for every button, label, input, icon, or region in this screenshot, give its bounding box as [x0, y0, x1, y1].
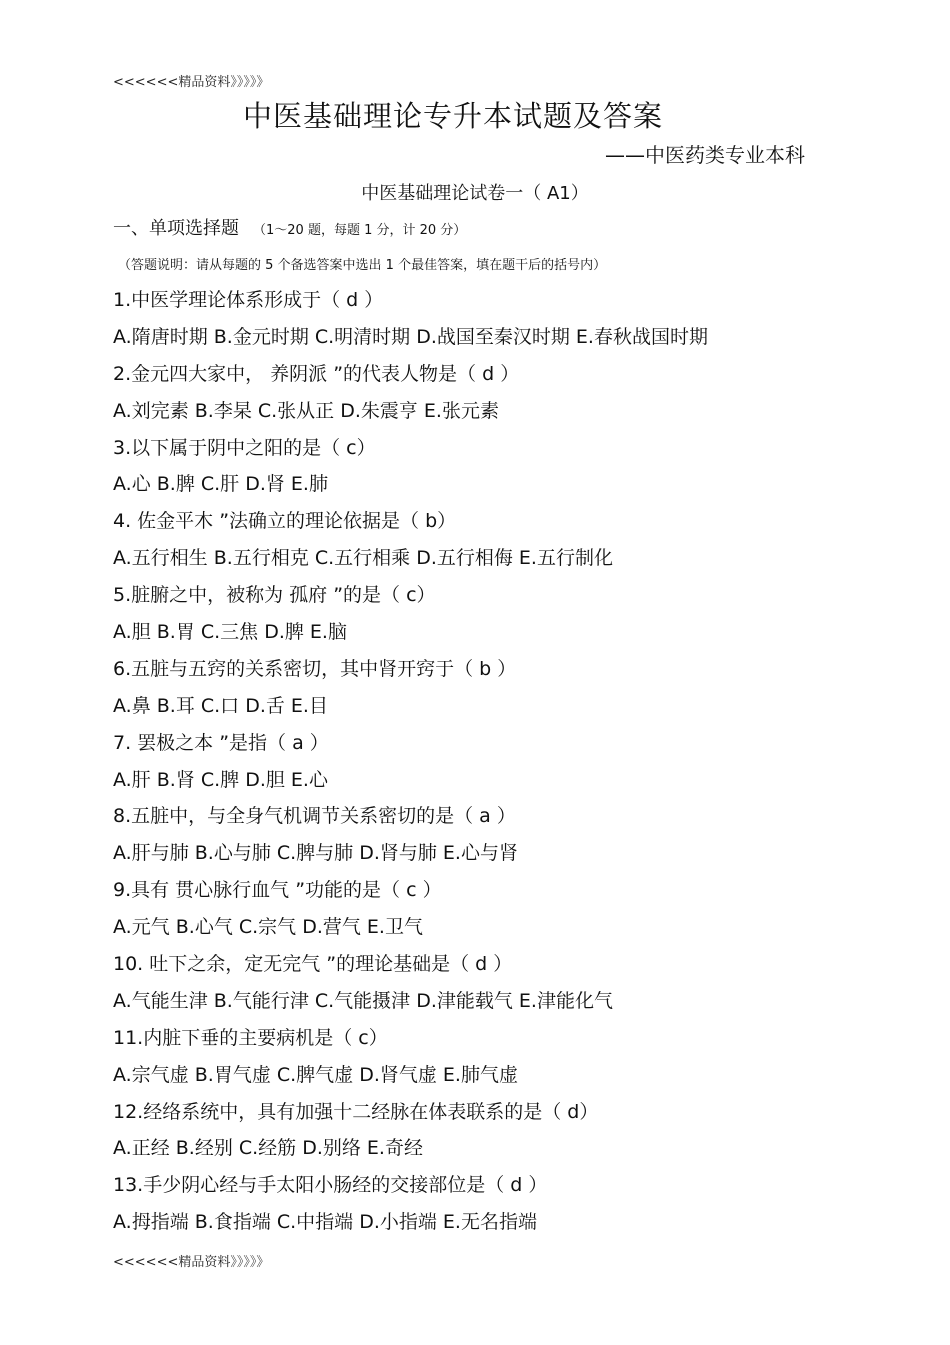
question-options: A.气能生津 B.气能行津 C.气能摄津 D.津能载气 E.津能化气 — [113, 989, 613, 1012]
question-stem: 2.金元四大家中， 养阴派 ”的代表人物是（ d ） — [113, 362, 520, 385]
question-stem: 9.具有 贯心脉行血气 ”功能的是（ c ） — [113, 879, 442, 902]
question-options: A.宗气虚 B.胃气虚 C.脾气虚 D.肾气虚 E.肺气虚 — [113, 1063, 518, 1086]
section-heading — [113, 214, 466, 240]
question-stem: 6.五脏与五窍的关系密切，其中肾开窍于（ b ） — [113, 657, 517, 680]
question-options: A.肝 B.肾 C.脾 D.胆 E.心 — [113, 768, 328, 791]
document-subtitle: ——中医药类专业本科 — [605, 143, 805, 167]
question-stem: 8.五脏中，与全身气机调节关系密切的是（ a ） — [113, 805, 516, 828]
document-title: 中医基础理论专升本试题及答案 — [242, 99, 663, 133]
question-list — [113, 285, 913, 1244]
question-options: A.元气 B.心气 C.宗气 D.营气 E.卫气 — [113, 916, 423, 939]
question-stem: 3.以下属于阴中之阳的是（ c） — [113, 436, 376, 459]
footer-watermark: <<<<<<精品资料》》》》》 — [113, 1255, 270, 1270]
question-stem: 1.中医学理论体系形成于（ d ） — [113, 289, 384, 311]
answer-instructions: （答题说明：请从每题的 5 个备选答案中选出 1 个最佳答案，填在题干后的括号内） — [118, 258, 607, 273]
section-score-note: （1～20 题，每题 1 分，计 20 分） — [253, 223, 467, 238]
question-stem: 4. 佐金平木 ”法确立的理论依据是（ b） — [113, 510, 457, 533]
question-options: A.隋唐时期 B.金元时期 C.明清时期 D.战国至秦汉时期 E.春秋战国时期 — [113, 325, 708, 348]
question-stem: 11.内脏下垂的主要病机是（ c） — [113, 1026, 388, 1049]
question-options: A.刘完素 B.李杲 C.张从正 D.朱震亨 E.张元素 — [113, 399, 499, 422]
question-stem: 12.经络系统中，具有加强十二经脉在体表联系的是（ d） — [113, 1100, 599, 1123]
question-stem: 10. 吐下之余，定无完气 ”的理论基础是（ d ） — [113, 953, 513, 976]
question-options: A.鼻 B.耳 C.口 D.舌 E.目 — [113, 694, 328, 717]
question-options: A.五行相生 B.五行相克 C.五行相乘 D.五行相侮 E.五行制化 — [113, 547, 613, 570]
question-stem: 7. 罢极之本 ”是指（ a ） — [113, 731, 329, 754]
question-stem: 13.手少阴心经与手太阳小肠经的交接部位是（ d ） — [113, 1174, 548, 1197]
paper-title: 中医基础理论试卷一（ A1） — [361, 183, 589, 204]
section-heading-label: 一、单项选择题 — [113, 218, 239, 239]
question-options: A.肝与肺 B.心与肺 C.脾与肺 D.肾与肺 E.心与肾 — [113, 842, 518, 865]
question-options: A.胆 B.胃 C.三焦 D.脾 E.脑 — [113, 621, 347, 644]
question-stem: 5.脏腑之中，被称为 孤府 ”的是（ c） — [113, 584, 436, 607]
header-watermark: <<<<<<精品资料》》》》》 — [113, 75, 270, 90]
question-options: A.拇指端 B.食指端 C.中指端 D.小指端 E.无名指端 — [113, 1211, 537, 1234]
question-options: A.正经 B.经别 C.经筋 D.别络 E.奇经 — [113, 1137, 423, 1160]
question-options: A.心 B.脾 C.肝 D.肾 E.肺 — [113, 473, 328, 496]
